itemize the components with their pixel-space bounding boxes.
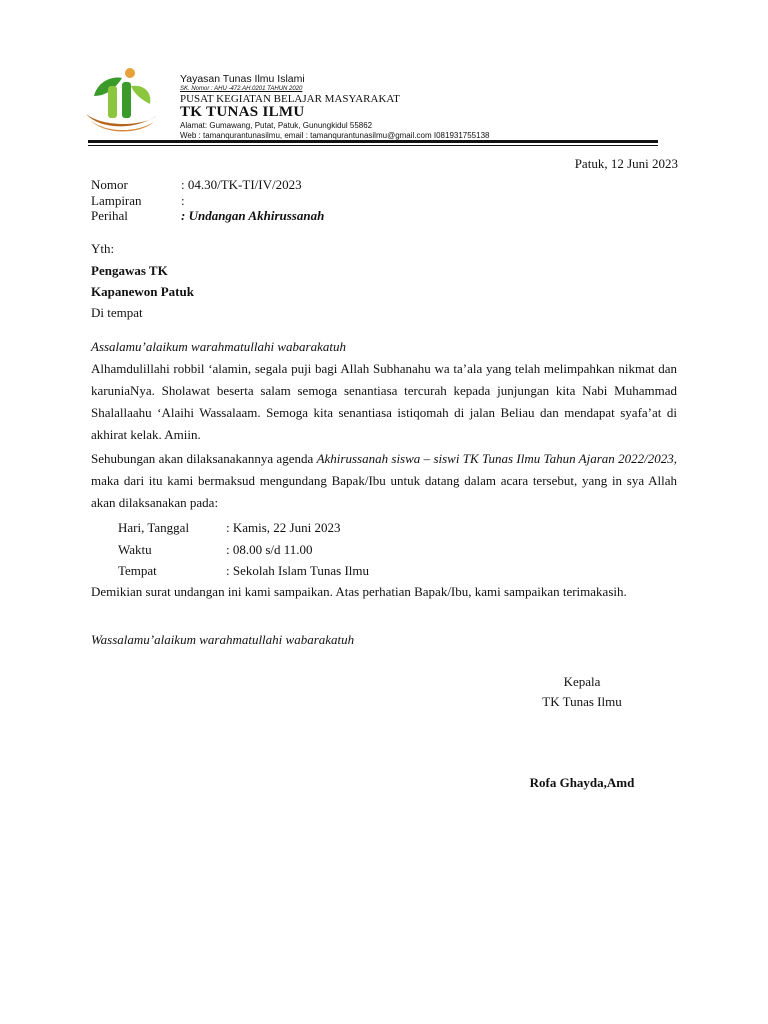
paragraph-opening: Alhamdulillahi robbil ‘alamin, segala puji bagi Allah Subhanahu wa ta’ala yang telah melimpahkan nikmat dan karuniaNya. Sholawat beserta salam semoga senantiasa tercurah kepada junjungan kita Nabi Muhammad Shalallaahu ‘Alaihi Wassalaam. Semoga kita senantiasa istiqomah di jalan Beliau dan mendapat syafa’at di akhirat kelak. Amiin. xyxy=(91,361,677,442)
meta-value-lampiran: : xyxy=(181,193,185,208)
meta-value-perihal: : Undangan Akhirussanah xyxy=(181,208,325,223)
recipient-salutation: Yth: xyxy=(91,241,115,256)
detail-value-time: : 08.00 s/d 11.00 xyxy=(226,542,313,557)
detail-label-place: Tempat xyxy=(118,563,157,578)
detail-value-place: : Sekolah Islam Tunas Ilmu xyxy=(226,563,370,578)
signature-org: TK Tunas Ilmu xyxy=(542,694,622,709)
sk-number: SK. Nomor : AHU -472.AH.0201 TAHUN 2020 xyxy=(180,86,303,92)
school-logo-icon xyxy=(84,66,162,136)
paragraph-invitation xyxy=(91,448,677,514)
invitation-text-after: , maka dari itu kami bermaksud mengundang Bapak/Ibu untuk datang dalam acara tersebut, yang in sya Allah akan dilaksanakan pada: xyxy=(91,451,677,510)
meta-label-nomor: Nomor xyxy=(91,177,128,192)
recipient-line-2: Kapanewon Patuk xyxy=(91,284,194,299)
detail-value-date: : Kamis, 22 Juni 2023 xyxy=(226,520,341,535)
foundation-name: Yayasan Tunas Ilmu Islami xyxy=(180,73,305,85)
address: Alamat: Gumawang, Putat, Patuk, Gunungkidul 55862 xyxy=(180,121,373,130)
recipient-line-3: Di tempat xyxy=(91,305,143,320)
pkbm-title: PUSAT KEGIATAN BELAJAR MASYARAKAT xyxy=(180,93,400,105)
meta-label-lampiran: Lampiran xyxy=(91,193,142,208)
letterhead-divider-thin xyxy=(88,145,658,146)
paragraph-closing: Demikian surat undangan ini kami sampaikan. Atas perhatian Bapak/Ibu, kami sampaikan terimakasih. xyxy=(91,584,627,599)
school-name: TK TUNAS ILMU xyxy=(180,104,305,120)
signature-title: Kepala xyxy=(563,674,601,689)
detail-label-date: Hari, Tanggal xyxy=(118,520,190,535)
detail-label-time: Waktu xyxy=(118,542,152,557)
signature-name: Rofa Ghayda,Amd xyxy=(529,775,635,790)
closing-greeting: Wassalamu’alaikum warahmatullahi wabarakatuh xyxy=(91,632,355,647)
invitation-text-before: Sehubungan akan dilaksanakannya agenda xyxy=(91,451,317,466)
recipient-line-1: Pengawas TK xyxy=(91,263,168,278)
meta-value-nomor: : 04.30/TK-TI/IV/2023 xyxy=(181,177,302,192)
web-email-contact: Web : tamanqurantunasilmu, email : tamanqurantunasilmu@gmail.com I081931755138 xyxy=(180,131,490,140)
opening-greeting: Assalamu’alaikum warahmatullahi wabarakatuh xyxy=(91,339,346,354)
letter-date: Patuk, 12 Juni 2023 xyxy=(574,156,678,171)
letterhead-divider-thick xyxy=(88,140,658,143)
event-name: Akhirussanah siswa – siswi TK Tunas Ilmu Tahun Ajaran 2022/2023 xyxy=(316,451,674,466)
meta-label-perihal: Perihal xyxy=(91,208,128,223)
